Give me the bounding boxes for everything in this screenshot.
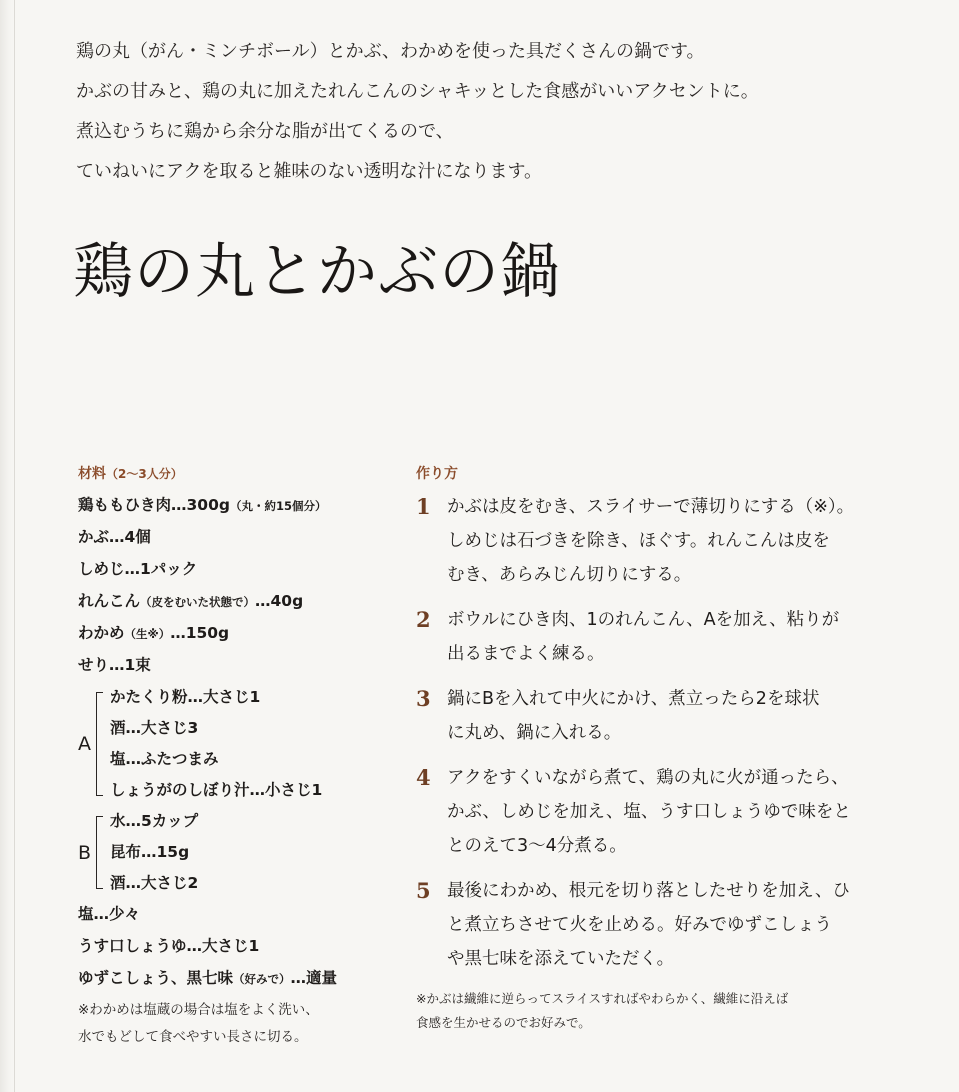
method-footnote: ※かぶは繊維に逆らってスライスすればやわらかく、繊維に沿えば 食感を生かせるのでお好みで。 xyxy=(416,991,789,1030)
step-text: 最後にわかめ、根元を切り落としたせりを加え、ひ と煮立ちさせて火を止める。好みでゆずこしょう や黒七味を添えていただく。 xyxy=(447,881,850,969)
group-letter: B xyxy=(78,841,92,864)
servings: （2〜3人分） xyxy=(106,467,183,481)
ingredient-item: ゆずこしょう、黒七味（好みで）…適量 xyxy=(78,969,338,987)
intro-line: かぶの甘みと、鶏の丸に加えたれんこんのシャキッとした食感がいいアクセントに。 xyxy=(76,81,759,102)
group-bracket xyxy=(96,816,103,889)
ingredient-item: かたくり粉…大さじ1 xyxy=(110,688,261,706)
step-number: 2 xyxy=(416,607,431,632)
step-number: 5 xyxy=(416,878,431,903)
step-text: 鍋にBを入れて中火にかけ、煮立ったら2を球状 に丸め、鍋に入れる。 xyxy=(447,689,820,743)
ingredient-item: わかめ（生※）…150g xyxy=(78,624,230,642)
ingredients-heading xyxy=(78,462,398,486)
ingredient-item: 昆布…15g xyxy=(110,843,190,861)
step-text: ボウルにひき肉、1のれんこん、Aを加え、粘りが 出るまでよく練る。 xyxy=(447,610,840,664)
ingredients-section xyxy=(78,462,398,1051)
ingredient-item: 酒…大さじ3 xyxy=(110,719,199,737)
ingredient-item: 酒…大さじ2 xyxy=(110,874,199,892)
ingredient-group-b xyxy=(80,806,398,899)
page-edge xyxy=(0,0,15,1092)
ingredient-item: しょうがのしぼり汁…小さじ1 xyxy=(110,781,323,799)
method-heading: 作り方 xyxy=(416,466,458,482)
intro-line: ていねいにアクを取ると雑味のない透明な汁になります。 xyxy=(76,161,543,182)
method-step xyxy=(416,874,906,976)
step-text: アクをすくいながら煮て、鶏の丸に火が通ったら、 かぶ、しめじを加え、塩、うす口しょうゆで味をと とのえて3〜4分煮る。 xyxy=(447,768,851,856)
step-number: 3 xyxy=(416,686,431,711)
intro-line: 鶏の丸（がん・ミンチボール）とかぶ、わかめを使った具だくさんの鍋です。 xyxy=(76,41,705,62)
ingredients-heading-label: 材料 xyxy=(78,466,106,482)
ingredients-footnote: ※わかめは塩蔵の場合は塩をよく洗い、 水でもどして食べやすい長さに切る。 xyxy=(78,1002,319,1045)
ingredient-item: れんこん（皮をむいた状態で）…40g xyxy=(78,592,304,610)
ingredient-item: 鶏ももひき肉…300g（丸・約15個分） xyxy=(78,496,327,514)
step-number: 4 xyxy=(416,765,431,790)
ingredient-item: 水…5カップ xyxy=(110,812,199,830)
step-text: かぶは皮をむき、スライサーで薄切りにする（※）。 しめじは石づきを除き、ほぐす。れんこんは皮を むき、あらみじん切りにする。 xyxy=(447,497,855,585)
ingredient-item: せり…1束 xyxy=(78,656,151,674)
method-step xyxy=(416,761,906,863)
intro-line: 煮込むうちに鶏から余分な脂が出てくるので、 xyxy=(76,121,454,142)
ingredient-item: 塩…少々 xyxy=(78,905,141,923)
method-step xyxy=(416,682,906,750)
method-step xyxy=(416,603,906,671)
ingredient-item: 塩…ふたつまみ xyxy=(110,750,219,768)
ingredient-item: かぶ…4個 xyxy=(78,528,151,546)
recipe-title: 鶏の丸とかぶの鍋 xyxy=(73,237,561,307)
intro-text xyxy=(76,32,936,192)
ingredient-group-a xyxy=(80,682,398,806)
group-letter: A xyxy=(78,733,91,755)
ingredient-item: うす口しょうゆ…大さじ1 xyxy=(78,937,260,955)
step-number: 1 xyxy=(416,494,431,519)
method-section xyxy=(416,462,906,1035)
group-bracket xyxy=(96,692,103,796)
method-step xyxy=(416,490,906,592)
ingredient-item: しめじ…1パック xyxy=(78,560,198,578)
